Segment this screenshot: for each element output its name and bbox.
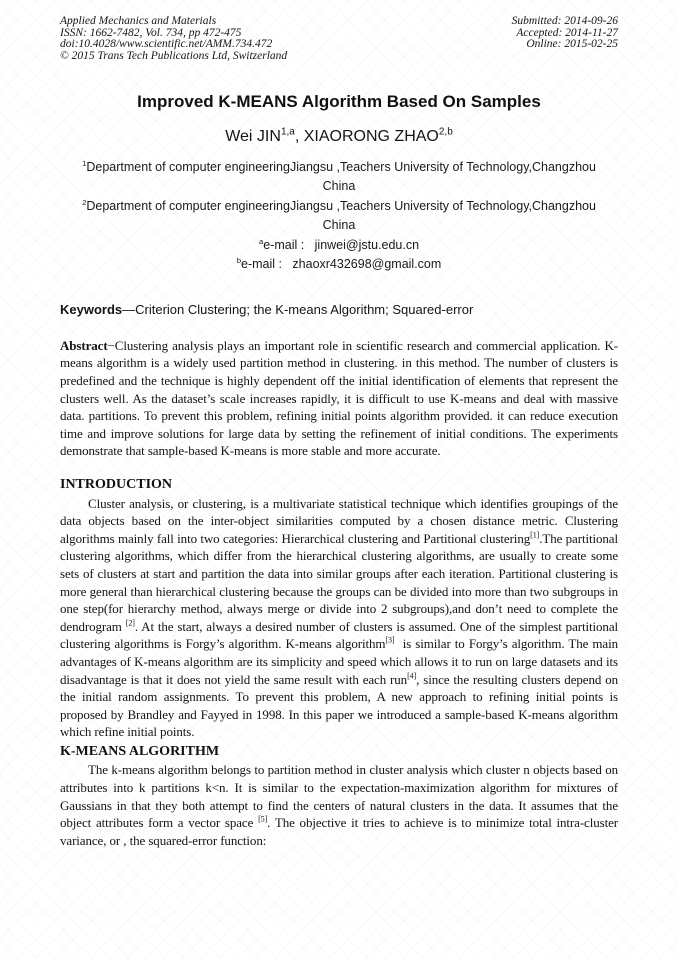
keywords-line: Keywords—Criterion Clustering; the K-means Algorithm; Squared-error bbox=[60, 301, 474, 317]
journal-header bbox=[60, 16, 618, 63]
online-date: Online: 2015-02-25 bbox=[526, 38, 618, 51]
abstract-paragraph: Abstract−Clustering analysis plays an important role in scientific research and commercial application. K-means algorithm is a widely used partition method in clustering. in this method. The number of clusters is predefined and the technique is highly dependent off the initial identification of elements that represent the clusters well. As the dataset’s scale increases rapidly, it is difficult to use K-means and deal with massive data. partitions. To prevent this problem, refining initial points algorithm provided. it can reduce execution time and improve solutions for large data by setting the refinement of initial conditions. The experiments demonstrate that sample-based K-means is more stable and more accurate. bbox=[60, 337, 618, 459]
journal-copyright: © 2015 Trans Tech Publications Ltd, Switzerland bbox=[60, 50, 288, 63]
section-heading-kmeans-algorithm: K-MEANS ALGORITHM bbox=[60, 743, 220, 759]
authors-line: Wei JIN$^{1,a}$, XIAORONG ZHAO$^{2,b}$ bbox=[225, 126, 453, 145]
submission-dates-block bbox=[512, 16, 618, 63]
journal-name: Applied Mechanics and Materials bbox=[60, 15, 217, 27]
journal-info-block bbox=[60, 16, 287, 63]
section-heading-introduction: INTRODUCTION bbox=[60, 476, 173, 492]
affiliation-1: $^1$Department of computer engineeringJiangsu ,Teachers University of Technology,Changzhou China bbox=[82, 158, 596, 194]
kmeans-algorithm-paragraph: The k-means algorithm belongs to partition method in cluster analysis which cluster n objects based on attributes into k partitions k<n. It is similar to the expectation-maximization algorithm for mixtures of Gaussians in that they both attempt to find the centers of natural clusters in the data. It assumes that the object attributes form a vector space [5]. The objective it tries to achieve is to minimize total intra-cluster variance, or , the squared-error function: bbox=[60, 762, 618, 848]
journal-doi: doi:10.4028/www.scientific.net/AMM.734.472 bbox=[60, 38, 273, 51]
submitted-date: Submitted: 2014-09-26 bbox=[511, 15, 618, 27]
introduction-paragraph: Cluster analysis, or clustering, is a multivariate statistical technique which identifies groupings of the data objects based on the inter-object similarities computed by a chosen distance metric. Clustering algorithms mainly fall into two categories: Hierarchical clustering and Partitional clustering[1].The partitional clustering algorithms, which differ from the hierarchical clustering algorithms, are usually to create some sets of clusters at start and partition the data into similar groups after each iteration. Partitional clustering is more general than hierarchical clustering because the groups can be divided into more than two subgroups in one step(for hierarchy method, always merge or divide into 2 subgroups),and don’t need to complete the dendrogram [2]. At the start, always a desired number of clusters is assumed. One of the simplest partitional clustering algorithms is Forgy’s algorithm. K-means algorithm[3] is similar to Forgy’s algorithm. The main advantages of K-means algorithm are its simplicity and speed which allows it to run on large datasets and its disadvantage is that it does not yield the same result with each run[4], since the resulting clusters depend on the initial random assignments. To prevent this problem, A new approach to refining initial points is proposed by Brandley and Fayyed in 1998. In this paper we introduced a sample-based K-means algorithm which refine initial points. bbox=[60, 495, 619, 740]
paper-title: Improved K-MEANS Algorithm Based On Samples bbox=[137, 91, 541, 111]
email-author-b: $^b$e-mail : zhaoxr432698@gmail.com bbox=[236, 256, 442, 272]
accepted-date: Accepted: 2014-11-27 bbox=[516, 26, 618, 39]
email-author-a: $^a$e-mail : jinwei@jstu.edu.cn bbox=[258, 236, 420, 252]
affiliation-2: $^2$Department of computer engineeringJiangsu ,Teachers University of Technology,Changzhou China bbox=[82, 197, 596, 233]
journal-issn-volume: ISSN: 1662-7482, Vol. 734, pp 472-475 bbox=[60, 26, 242, 39]
